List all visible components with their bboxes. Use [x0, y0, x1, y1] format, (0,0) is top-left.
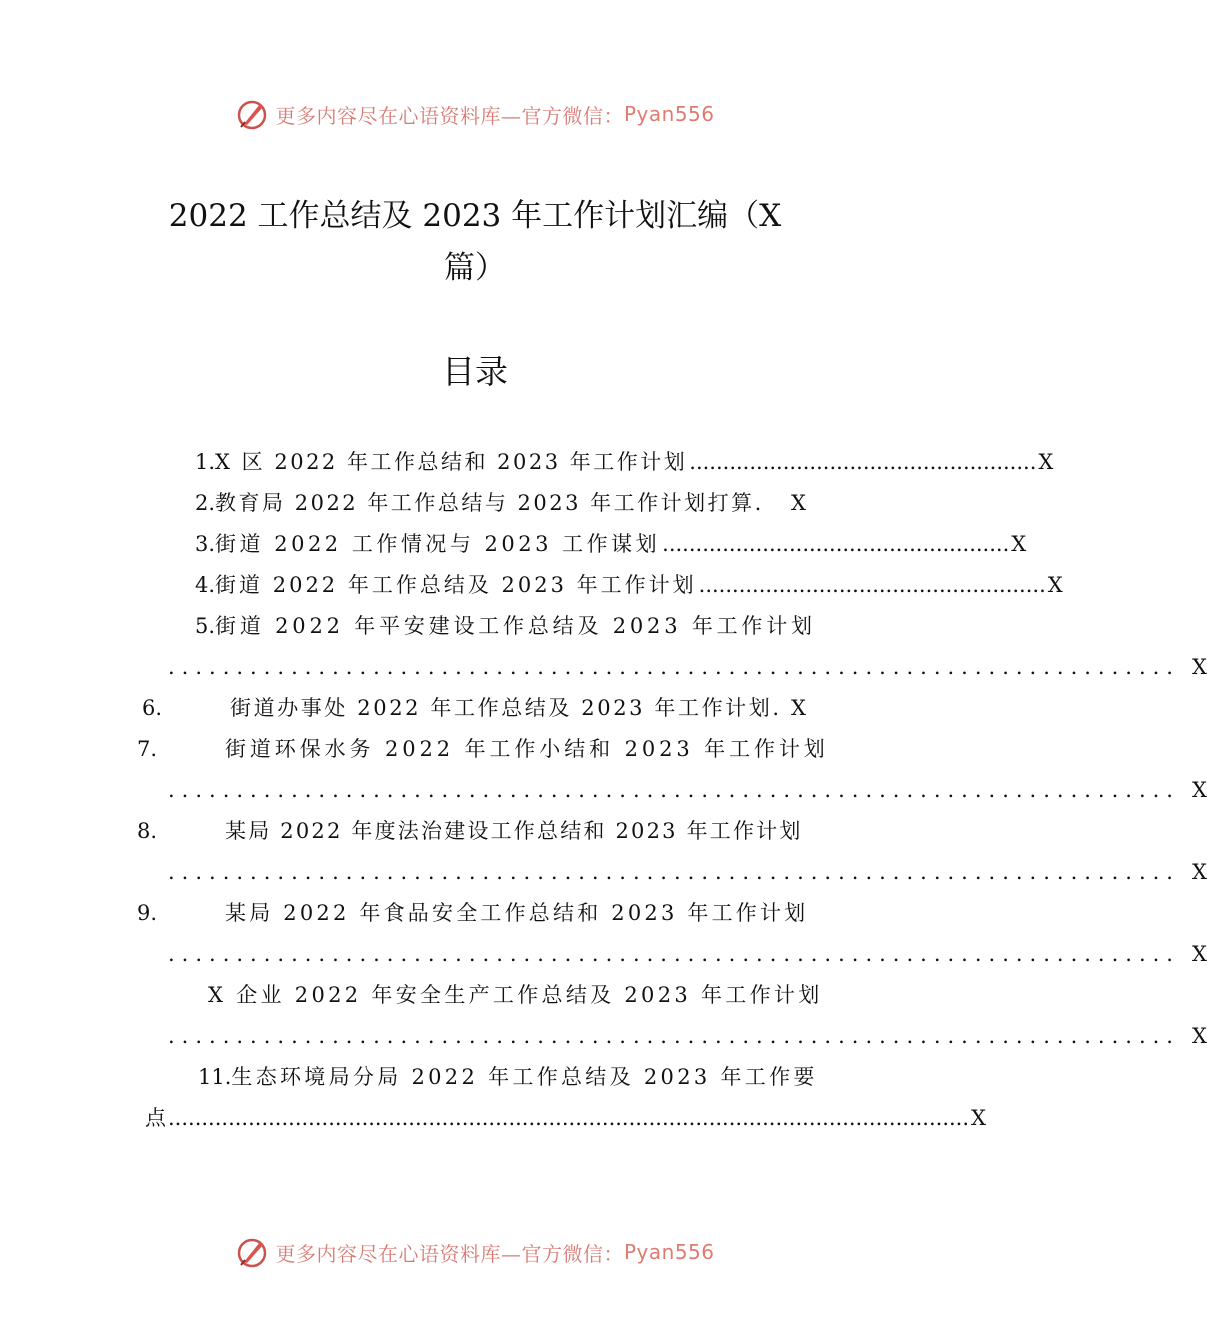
toc-entry-page: X [1038, 450, 1054, 474]
toc-entry-continuation [168, 852, 1207, 893]
title-line-2: 篇） [444, 250, 506, 286]
toc-leader-dots: .......................................................................... [168, 1024, 1180, 1048]
toc-entry[interactable] [195, 524, 1027, 565]
document-title [145, 190, 805, 294]
toc-entry-page: X [971, 1106, 986, 1130]
toc-entry-text-continued: 点 [145, 1106, 166, 1130]
watermark-banner-top [0, 94, 950, 134]
toc-entry-continuation [168, 1016, 1207, 1057]
toc-entry-text: X 企业 2022 年安全生产工作总结及 2023 年工作计划 [208, 983, 823, 1007]
toc-entry-page: X [1011, 532, 1027, 556]
toc-entry-page: X [1191, 860, 1207, 884]
toc-entry-continuation [145, 1098, 986, 1139]
toc-entry-number: 4. [195, 573, 216, 597]
toc-entry-text: 街道 2022 年工作总结及 2023 年工作计划 [215, 573, 697, 597]
toc-entry-number: 11. [198, 1065, 232, 1089]
toc-entry-text: 教育局 2022 年工作总结与 2023 年工作计划打算. [215, 491, 764, 515]
toc-leader-dots: .................................................... [689, 450, 1037, 474]
toc-entry-continuation [168, 770, 1207, 811]
toc-entry-text: 街道 2022 年平安建设工作总结及 2023 年工作计划 [215, 614, 816, 638]
title-line-1: 2022 工作总结及 2023 年工作计划汇编（X [168, 198, 782, 234]
watermark-text: 更多内容尽在心语资料库—官方微信： [275, 103, 624, 128]
watermark-banner-bottom [0, 1232, 950, 1272]
toc-entry[interactable] [195, 483, 806, 524]
toc-entry-number: 5. [195, 614, 216, 638]
toc-entry[interactable] [140, 688, 806, 729]
toc-entry-number: 7. [137, 737, 158, 761]
toc-entry-page: X [1191, 1024, 1207, 1048]
toc-leader-dots: .......................................................................... [168, 942, 1180, 966]
toc-entry[interactable] [195, 442, 1054, 483]
toc-entry-number: 1. [195, 450, 216, 474]
watermark-wechat-id: Pyan556 [623, 102, 715, 126]
toc-entry[interactable] [137, 893, 809, 934]
toc-leader-dots: .......................................................................... [168, 655, 1180, 679]
toc-entry-number: 9. [137, 901, 158, 925]
toc-entry-page: X [791, 491, 806, 515]
toc-entry[interactable] [195, 606, 816, 647]
toc-entry-text: 某局 2022 年食品安全工作总结和 2023 年工作计划 [225, 901, 809, 925]
toc-entry-number: 3. [195, 532, 216, 556]
toc-heading: 目录 [442, 352, 508, 391]
toc-entry-text: 街道办事处 2022 年工作总结及 2023 年工作计划. [230, 696, 782, 720]
watermark-wechat-id: Pyan556 [623, 1240, 715, 1264]
toc-entry-continuation [168, 934, 1207, 975]
toc-entry[interactable] [208, 975, 823, 1016]
toc-entry-text: X 区 2022 年工作总结和 2023 年工作计划 [215, 450, 688, 474]
quill-logo-icon [235, 97, 269, 131]
toc-entry-text: 生态环境局分局 2022 年工作总结及 2023 年工作要 [231, 1065, 818, 1089]
toc-entry-text: 某局 2022 年度法治建设工作总结和 2023 年工作计划 [225, 819, 803, 843]
toc-entry-page: X [1191, 655, 1207, 679]
quill-logo-icon [235, 1235, 269, 1269]
toc-entry[interactable] [195, 565, 1063, 606]
toc-entry-number: 6. [142, 696, 163, 720]
toc-leader-dots: .................................................... [662, 532, 1010, 556]
toc-entry-page: X [1191, 778, 1207, 802]
toc-entry[interactable] [198, 1057, 818, 1098]
toc-leader-dots: ........................................................................................................................ [168, 1106, 970, 1130]
toc-entry-continuation [168, 647, 1207, 688]
toc-leader-dots: .................................................... [698, 573, 1046, 597]
toc-leader-dots: .......................................................................... [168, 860, 1180, 884]
toc-entry-page: X [791, 696, 806, 720]
toc-entry[interactable] [137, 729, 829, 770]
toc-leader-dots: .......................................................................... [168, 778, 1180, 802]
toc-entry-text: 街道环保水务 2022 年工作小结和 2023 年工作计划 [225, 737, 829, 761]
toc-entry-page: X [1047, 573, 1063, 597]
toc-entry-text: 街道 2022 工作情况与 2023 工作谋划 [215, 532, 661, 556]
toc-entry-page: X [1191, 942, 1207, 966]
watermark-text: 更多内容尽在心语资料库—官方微信： [275, 1241, 624, 1266]
toc-entry[interactable] [137, 811, 806, 852]
toc-entry-number: 8. [137, 819, 158, 843]
toc-entry-number: 2. [195, 491, 216, 515]
